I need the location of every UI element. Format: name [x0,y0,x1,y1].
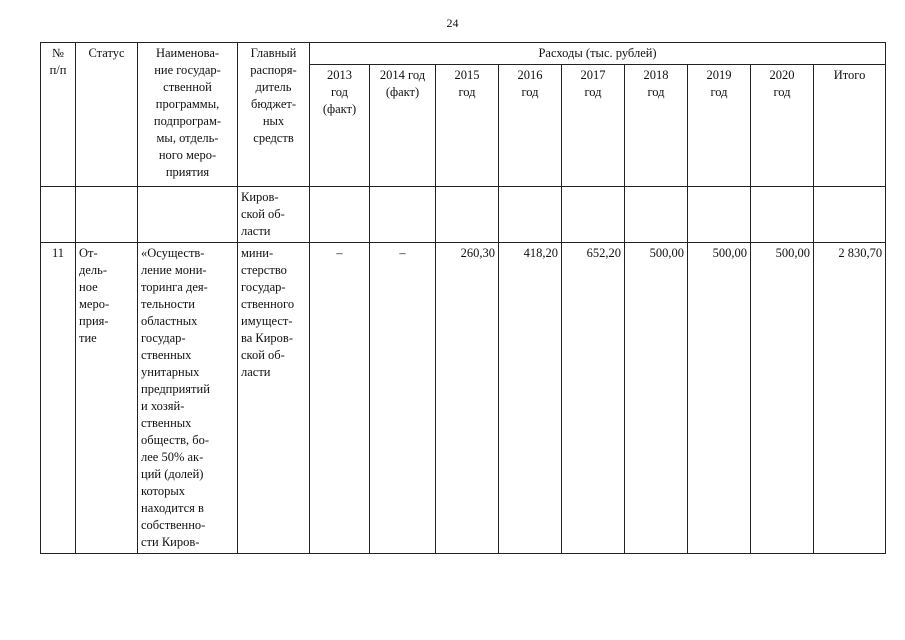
cell-budget-admin: мини- стерство государ- ственного имущест- ва Киров- ской об- ласти [238,243,310,554]
header-total: Итого [814,65,886,187]
cell-value-2015: 260,30 [436,243,499,554]
cell-empty [814,187,886,243]
cell-program-name: «Осуществ- ление мони- торинга дея- тельности областных государ- ственных унитарных предприятий и хозяй- ственных обществ, бо- лее 50% ак- ций (долей) которых находится в собственно- сти Киров- [138,243,238,554]
header-year-2018: 2018 год [625,65,688,187]
header-year-2019: 2019 год [688,65,751,187]
cell-value-2017: 652,20 [562,243,625,554]
header-year-2016: 2016 год [499,65,562,187]
cell-empty [688,187,751,243]
cell-empty [436,187,499,243]
cell-empty [499,187,562,243]
cell-empty [370,187,436,243]
cell-empty [76,187,138,243]
cell-empty [562,187,625,243]
cell-value-total: 2 830,70 [814,243,886,554]
cell-value-2013: – [310,243,370,554]
header-row-1 [41,43,886,65]
header-year-2017: 2017 год [562,65,625,187]
cell-status: От- дель- ное меро- прия- тие [76,243,138,554]
cell-value-2019: 500,00 [688,243,751,554]
expenses-table [40,42,886,554]
header-year-2020: 2020 год [751,65,814,187]
header-budget-admin: Главный распоря- дитель бюджет- ных средств [238,43,310,187]
header-expenses-group: Расходы (тыс. рублей) [310,43,886,65]
table-row-11 [41,243,886,554]
cell-value-2018: 500,00 [625,243,688,554]
page-number: 24 [446,16,459,30]
cell-empty [138,187,238,243]
cell-empty [41,187,76,243]
table-row-continuation [41,187,886,243]
header-year-2013: 2013 год (факт) [310,65,370,187]
cell-row-number: 11 [41,243,76,554]
cell-value-2020: 500,00 [751,243,814,554]
cell-admin-continuation: Киров- ской об- ласти [238,187,310,243]
cell-empty [310,187,370,243]
cell-empty [625,187,688,243]
header-num: № п/п [41,43,76,187]
cell-empty [751,187,814,243]
header-year-2014: 2014 год (факт) [370,65,436,187]
cell-value-2014: – [370,243,436,554]
cell-value-2016: 418,20 [499,243,562,554]
header-status: Статус [76,43,138,187]
header-program-name: Наименова- ние государ- ственной программы, подпрограм- мы, отдель- ного меро- приятия [138,43,238,187]
header-year-2015: 2015 год [436,65,499,187]
